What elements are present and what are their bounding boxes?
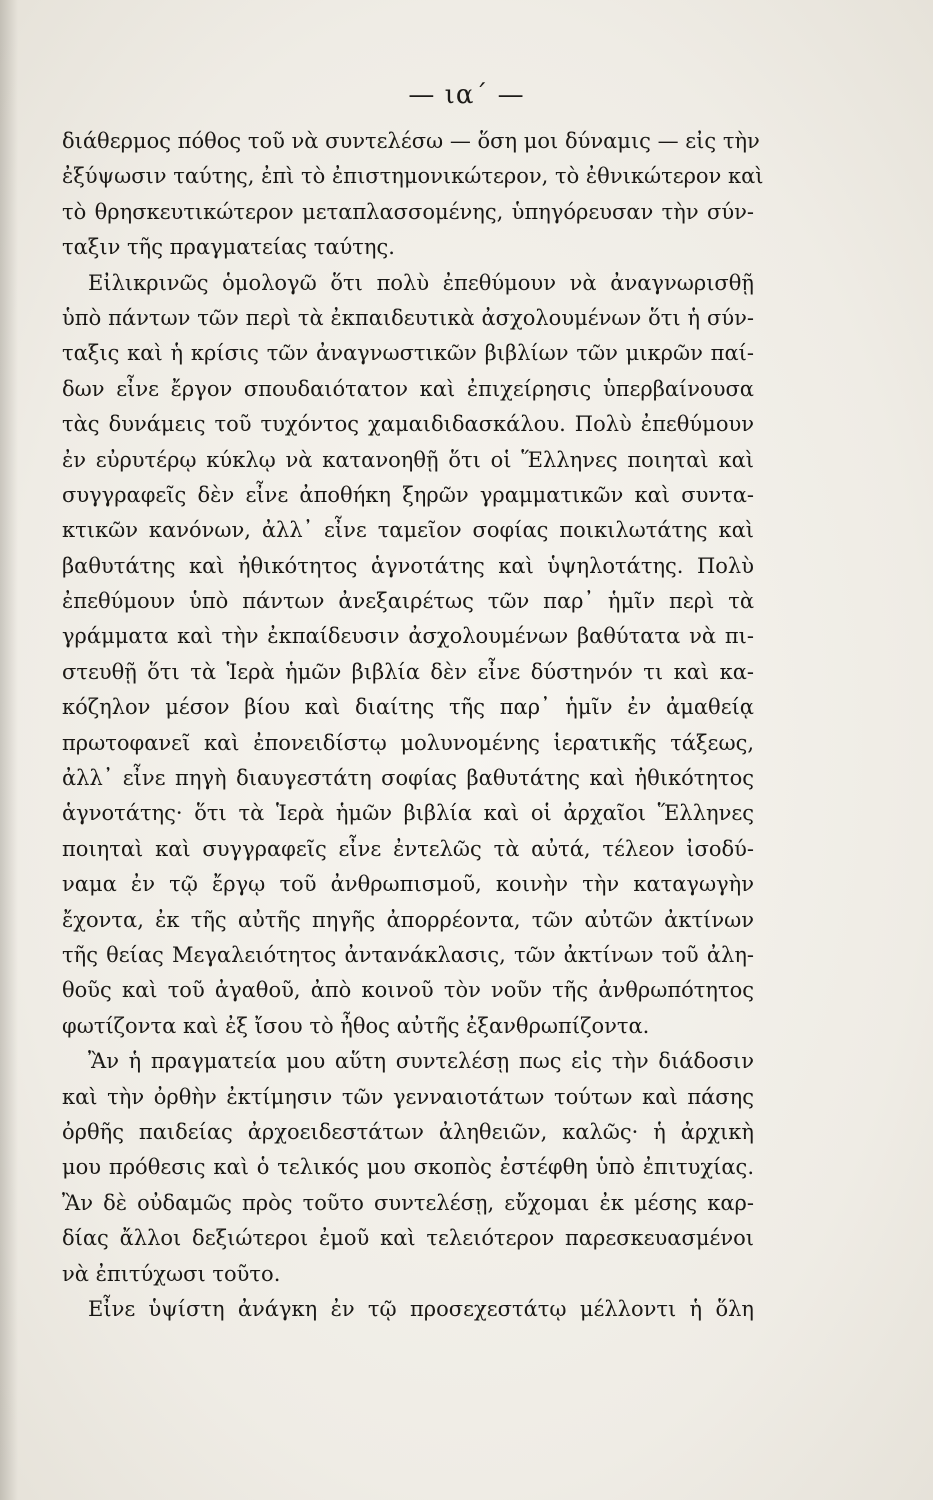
- text-line: πρωτοφανεῖ καὶ ἐπονειδίστῳ μολυνομένης ἱερατικῆς τάξεως,: [62, 730, 754, 755]
- text-line: συγγραφεῖς δὲν εἶνε ἀποθήκη ξηρῶν γραμματικῶν καὶ συντα-: [62, 482, 754, 507]
- text-line: γράμματα καὶ τὴν ἐκπαίδευσιν ἀσχολουμένων βαθύτατα νὰ πι-: [62, 624, 754, 649]
- text-line: στευθῇ ὅτι τὰ Ἱερὰ ἡμῶν βιβλία δὲν εἶνε δύστηνόν τι καὶ κα-: [62, 659, 754, 684]
- text-line: τῆς θείας Μεγαλειότητος ἀντανάκλασις, τῶν ἀκτίνων τοῦ ἀλη-: [62, 942, 754, 967]
- text-line: Ἂν ἡ πραγματεία μου αὕτη συντελέσῃ πως εἰς τὴν διάδοσιν: [88, 1049, 754, 1074]
- body-text: [62, 124, 764, 1327]
- text-line: ποιηταὶ καὶ συγγραφεῖς εἶνε ἐντελῶς τὰ αὐτά, τέλεον ἰσοδύ-: [62, 836, 754, 861]
- text-line: δίας ἄλλοι δεξιώτεροι ἐμοῦ καὶ τελειότερον παρεσκευασμένοι: [62, 1226, 754, 1251]
- page-number: — ια΄ —: [408, 80, 525, 110]
- text-line: ταξις καὶ ἡ κρίσις τῶν ἀναγνωστικῶν βιβλίων τῶν μικρῶν παί-: [62, 341, 754, 366]
- text-line: νὰ ἐπιτύχωσι τοῦτο.: [62, 1261, 281, 1286]
- text-line: ἀλλ᾽ εἶνε πηγὴ διαυγεστάτη σοφίας βαθυτάτης καὶ ἠθικότητος: [62, 766, 754, 791]
- text-line: ναμα ἐν τῷ ἔργῳ τοῦ ἀνθρωπισμοῦ, κοινὴν τὴν καταγωγὴν: [62, 872, 754, 897]
- text-line: θοῦς καὶ τοῦ ἀγαθοῦ, ἀπὸ κοινοῦ τὸν νοῦν τῆς ἀνθρωπότητος: [62, 978, 754, 1003]
- text-line: ἐν εὐρυτέρῳ κύκλῳ νὰ κατανοηθῇ ὅτι οἱ Ἕλληνες ποιηταὶ καὶ: [62, 447, 754, 472]
- text-line: φωτίζοντα καὶ ἐξ ἴσου τὸ ἦθος αὐτῆς ἐξανθρωπίζοντα.: [62, 1013, 650, 1038]
- text-line: βαθυτάτης καὶ ἠθικότητος ἁγνοτάτης καὶ ὑψηλοτάτης. Πολὺ: [62, 553, 754, 578]
- text-line: ὀρθῆς παιδείας ἀρχοειδεστάτων ἀληθειῶν, καλῶς· ἡ ἀρχικὴ: [62, 1119, 754, 1144]
- text-line: Εἶνε ὑψίστη ἀνάγκη ἐν τῷ προσεχεστάτῳ μέλλοντι ἡ ὅλη: [88, 1296, 754, 1321]
- text-line: κτικῶν κανόνων, ἀλλ᾽ εἶνε ταμεῖον σοφίας ποικιλωτάτης καὶ: [62, 518, 754, 543]
- text-line: κόζηλον μέσον βίου καὶ διαίτης τῆς παρ᾽ ἡμῖν ἐν ἀμαθείᾳ: [62, 695, 754, 720]
- text-line: ἐπεθύμουν ὑπὸ πάντων ἀνεξαιρέτως τῶν παρ᾽ ἡμῖν περὶ τὰ: [62, 589, 754, 614]
- text-line: Ἂν δὲ οὐδαμῶς πρὸς τοῦτο συντελέσῃ, εὔχομαι ἐκ μέσης καρ-: [62, 1190, 754, 1215]
- text-line: διάθερμος πόθος τοῦ νὰ συντελέσω — ὅση μοι δύναμις — εἰς τὴν: [62, 129, 760, 153]
- text-line: ἔχοντα, ἐκ τῆς αὐτῆς πηγῆς ἀπορρέοντα, τῶν αὐτῶν ἀκτίνων: [62, 907, 754, 932]
- text-line: δων εἶνε ἔργον σπουδαιότατον καὶ ἐπιχείρησις ὑπερβαίνουσα: [62, 376, 754, 401]
- text-line: ἁγνοτάτης· ὅτι τὰ Ἱερὰ ἡμῶν βιβλία καὶ οἱ ἀρχαῖοι Ἕλληνες: [62, 801, 754, 826]
- text-line: μου πρόθεσις καὶ ὁ τελικός μου σκοπὸς ἐστέφθη ὑπὸ ἐπιτυχίας.: [62, 1155, 754, 1180]
- text-line: καὶ τὴν ὀρθὴν ἐκτίμησιν τῶν γενναιοτάτων τούτων καὶ πάσης: [62, 1084, 754, 1109]
- text-line: τὰς δυνάμεις τοῦ τυχόντος χαμαιδιδασκάλου. Πολὺ ἐπεθύμουν: [62, 412, 754, 437]
- text-line: τὸ θρησκευτικώτερον μεταπλασσομένης, ὑπηγόρευσαν τὴν σύν-: [62, 199, 754, 224]
- page-edge-shadow: [0, 0, 18, 1500]
- text-line: ὑπὸ πάντων τῶν περὶ τὰ ἐκπαιδευτικὰ ἀσχολουμένων ὅτι ἡ σύν-: [62, 305, 754, 330]
- text-line: Εἰλικρινῶς ὁμολογῶ ὅτι πολὺ ἐπεθύμουν νὰ ἀναγνωρισθῇ: [88, 270, 754, 295]
- text-line: ἐξύψωσιν ταύτης, ἐπὶ τὸ ἐπιστημονικώτερον, τὸ ἐθνικώτερον καὶ: [62, 164, 764, 189]
- text-line: ταξιν τῆς πραγματείας ταύτης.: [62, 235, 395, 260]
